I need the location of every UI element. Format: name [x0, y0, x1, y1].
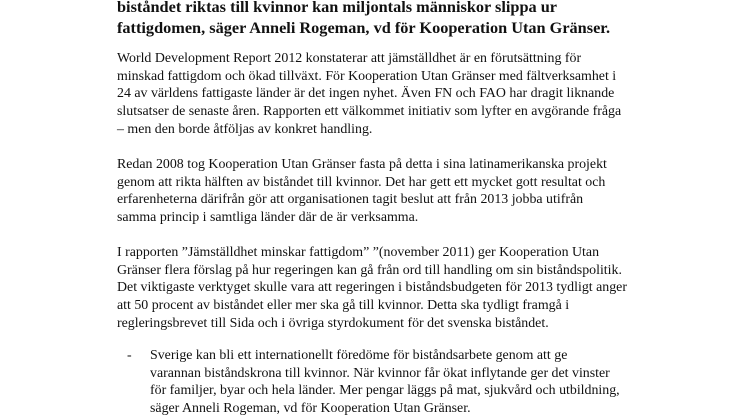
paragraph-line: samma princip i samtliga länder där de är verksamma. [117, 210, 419, 226]
paragraph-line: Det viktigaste verktyget skulle vara att regeringen i biståndsbudgeten för 2013 tydligt anger [117, 280, 627, 296]
paragraph-line: erfarenheterna därifrån gör att organisationen tagit beslut att från 2013 jobba utifrån [117, 192, 584, 208]
paragraph-line: Gränser flera förslag på hur regeringen kan gå från ord till handling om sin biståndspolitik. [117, 262, 622, 278]
paragraph-line: slutsatser de senaste åren. Rapporten ett välkommet initiativ som lyfter en avgörande fråga [117, 104, 622, 120]
paragraph-line: – men den borde åtföljas av konkret handling. [117, 121, 373, 137]
bullet-text [150, 347, 660, 418]
paragraph-latin-america-projects [117, 156, 677, 227]
bullet-line: Sverige kan bli ett internationellt föredöme för biståndsarbete genom att ge [150, 348, 568, 363]
paragraph-line: minskad fattigdom och ökad tillväxt. För Kooperation Utan Gränser med fältverksamhet i [117, 68, 617, 84]
paragraph-line: 24 av världens fattigaste länder är det ingen nyhet. Även FN och FAO har dragit liknande [117, 86, 615, 102]
bullet-line: varannan biståndskrona till kvinnor. När kvinnor får ökat inflytande ger det vinster [150, 365, 610, 381]
paragraph-line: regleringsbrevet till Sida och i övriga styrdokument för det svenska biståndet. [117, 315, 549, 331]
paragraph-report-proposals [117, 244, 677, 333]
bullet-dash: - [127, 348, 132, 363]
paragraph-line: World Development Report 2012 konstaterar att jämställdhet är en förutsättning för [117, 51, 582, 66]
lead-heading [117, 0, 677, 38]
paragraph-line: Redan 2008 tog Kooperation Utan Gränser fasta på detta i sina latinamerikanska projekt [117, 157, 607, 172]
bullet-line: för familjer, byar och hela länder. Mer pengar läggs på mat, sjukvård och utbildning, [150, 383, 620, 399]
paragraph-line: att 50 procent av biståndet eller mer ska gå till kvinnor. Detta ska tydligt framgå i [117, 298, 570, 314]
paragraph-line: genom att rikta hälften av biståndet till kvinnor. Det har gett ett mycket gott resultat och [117, 174, 606, 190]
bullet-line: säger Anneli Rogeman, vd för Kooperation Utan Gränser. [150, 401, 471, 417]
paragraph-world-development-report [117, 50, 677, 139]
paragraph-line: I rapporten ”Jämställdhet minskar fattigdom” ”(november 2011) ger Kooperation Utan [117, 245, 600, 260]
heading-line: biståndet riktas till kvinnor kan miljontals människor slippa ur [117, 0, 558, 16]
heading-line: fattigdomen, säger Anneli Rogeman, vd för Kooperation Utan Gränser. [117, 17, 611, 37]
